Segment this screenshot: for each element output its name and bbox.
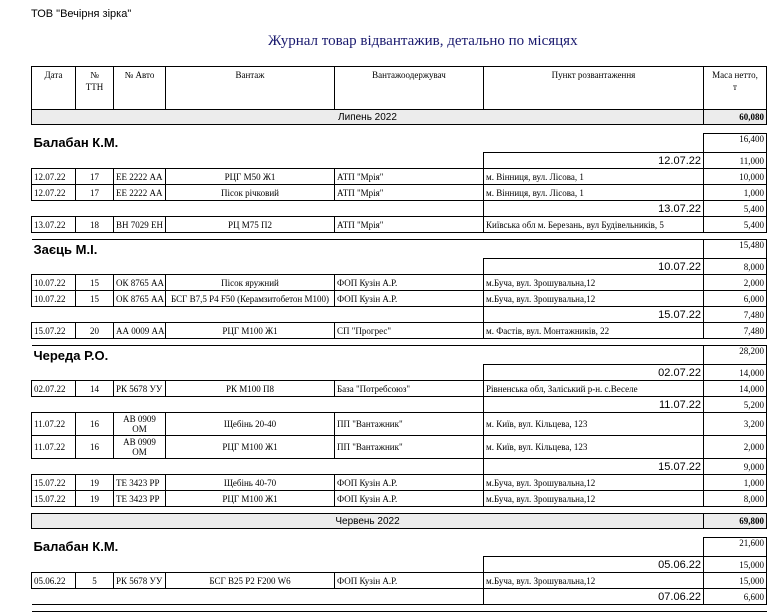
spacer-row — [32, 507, 767, 514]
cell-cargo: Пісок річковий — [166, 185, 335, 201]
cell-date: 15.07.22 — [32, 323, 76, 339]
client-row — [32, 240, 767, 259]
table-row — [32, 169, 767, 185]
spacer — [32, 339, 767, 346]
cell-consignee: ПП "Вантажник" — [335, 436, 484, 459]
cell-auto: АВ 0909 ОМ — [114, 436, 166, 459]
date-group-total: 8,000 — [704, 259, 767, 275]
cell-consignee: АТП "Мрія" — [335, 185, 484, 201]
date-group-total: 5,200 — [704, 397, 767, 413]
cell-mass: 3,200 — [704, 413, 767, 436]
cell-cargo: Щебінь 40-70 — [166, 475, 335, 491]
cell-cargo: Пісок яружний — [166, 275, 335, 291]
date-spacer — [32, 459, 484, 475]
table-row — [32, 185, 767, 201]
cell-date: 15.07.22 — [32, 475, 76, 491]
cell-date: 05.06.22 — [32, 573, 76, 589]
date-group-date: 15.07.22 — [484, 459, 704, 475]
cell-auto: ЕЕ 2222 АА — [114, 169, 166, 185]
cell-consignee: СП "Прогрес" — [335, 323, 484, 339]
cell-cargo: БСГ В25 Р2 F200 W6 — [166, 573, 335, 589]
cell-unload: м. Київ, вул. Кільцева, 123 — [484, 413, 704, 436]
header-auto: № Авто — [114, 67, 166, 110]
cell-auto: ОК 8765 АА — [114, 275, 166, 291]
table-row — [32, 381, 767, 397]
cell-ttn: 20 — [76, 323, 114, 339]
spacer-row — [32, 339, 767, 346]
header-cargo: Вантаж — [166, 67, 335, 110]
cell-cargo: РЦГ М100 Ж1 — [166, 436, 335, 459]
cell-mass: 7,480 — [704, 323, 767, 339]
cell-mass: 15,000 — [704, 573, 767, 589]
table-header — [32, 67, 767, 110]
cell-unload: м. Вінниця, вул. Лісова, 1 — [484, 185, 704, 201]
cell-consignee: ПП "Вантажник" — [335, 413, 484, 436]
cell-auto: ТЕ 3423 РР — [114, 475, 166, 491]
cell-unload: Рівненська обл, Залiський р-н. с.Веселе — [484, 381, 704, 397]
company-name: ТОВ "Вечірня зірка" — [31, 8, 132, 20]
header-consignee: Вантажоодержувач — [335, 67, 484, 110]
table-row — [32, 217, 767, 233]
cell-mass: 1,000 — [704, 185, 767, 201]
cell-cargo: РК М100 П8 — [166, 381, 335, 397]
table-row — [32, 275, 767, 291]
cell-auto: ЕЕ 2222 АА — [114, 185, 166, 201]
header-unload: Пункт розвантаження — [484, 67, 704, 110]
date-spacer — [32, 365, 484, 381]
date-group-date: 05.06.22 — [484, 557, 704, 573]
date-group-date: 02.07.22 — [484, 365, 704, 381]
month-row — [32, 514, 767, 529]
cell-mass: 2,000 — [704, 275, 767, 291]
cell-date: 13.07.22 — [32, 217, 76, 233]
date-group-row — [32, 307, 767, 323]
client-name: Балабан К.М. — [33, 539, 119, 555]
cell-mass: 10,000 — [704, 169, 767, 185]
date-spacer — [32, 201, 484, 217]
cell-unload: м. Вінниця, вул. Лісова, 1 — [484, 169, 704, 185]
spacer-row — [32, 233, 767, 240]
cell-unload: Київська обл м. Березань, вул Будівельників, 5 — [484, 217, 704, 233]
cell-ttn: 17 — [76, 169, 114, 185]
date-group-total: 5,400 — [704, 201, 767, 217]
date-group-total: 11,000 — [704, 153, 767, 169]
cell-ttn: 14 — [76, 381, 114, 397]
cell-date: 11.07.22 — [32, 413, 76, 436]
cell-cargo: РЦГ М50 Ж1 — [166, 169, 335, 185]
date-group-row — [32, 557, 767, 573]
date-spacer — [32, 397, 484, 413]
cell-mass: 8,000 — [704, 491, 767, 507]
date-group-date: 12.07.22 — [484, 153, 704, 169]
date-group-total: 15,000 — [704, 557, 767, 573]
cell-cargo: Щебінь 20-40 — [166, 413, 335, 436]
cell-ttn: 16 — [76, 436, 114, 459]
cell-date: 12.07.22 — [32, 169, 76, 185]
cell-mass: 6,000 — [704, 291, 767, 307]
client-total: 21,600 — [704, 538, 767, 557]
month-name: Липень 2022 — [32, 110, 704, 125]
cell-auto: ОК 8765 АА — [114, 291, 166, 307]
date-spacer — [32, 589, 484, 605]
shipment-journal-table — [31, 66, 767, 612]
client-row — [32, 134, 767, 153]
cell-auto: ТЕ 3423 РР — [114, 491, 166, 507]
date-group-total: 14,000 — [704, 365, 767, 381]
header-date: Дата — [32, 67, 76, 110]
client-name: Череда Р.О. — [33, 347, 109, 363]
cell-auto: АА 0009 АА — [114, 323, 166, 339]
cell-unload: м.Буча, вул. Зрошувальна,12 — [484, 275, 704, 291]
spacer-row — [32, 125, 767, 134]
cell-ttn: 15 — [76, 275, 114, 291]
spacer — [32, 125, 767, 134]
cell-date: 12.07.22 — [32, 185, 76, 201]
spacer — [32, 507, 767, 514]
month-total: 69,800 — [704, 514, 767, 529]
date-group-row — [32, 589, 767, 605]
cell-unload: м.Буча, вул. Зрошувальна,12 — [484, 475, 704, 491]
client-name: Балабан К.М. — [33, 135, 119, 151]
date-group-row — [32, 365, 767, 381]
date-spacer — [32, 307, 484, 323]
date-group-row — [32, 459, 767, 475]
cell-auto: АВ 0909 ОМ — [114, 413, 166, 436]
date-group-row — [32, 397, 767, 413]
cell-consignee: ФОП Кузін А.Р. — [335, 475, 484, 491]
cell-cargo: РЦГ М100 Ж1 — [166, 491, 335, 507]
date-group-row — [32, 201, 767, 217]
cell-mass: 2,000 — [704, 436, 767, 459]
date-group-date: 15.07.22 — [484, 307, 704, 323]
cell-auto: ВН 7029 ЕН — [114, 217, 166, 233]
month-total: 60,080 — [704, 110, 767, 125]
cell-date: 10.07.22 — [32, 291, 76, 307]
cell-unload: м.Буча, вул. Зрошувальна,12 — [484, 491, 704, 507]
cell-mass: 14,000 — [704, 381, 767, 397]
spacer — [32, 529, 767, 538]
header-ttn: № ТТН — [76, 67, 114, 110]
cell-mass: 1,000 — [704, 475, 767, 491]
cell-ttn: 18 — [76, 217, 114, 233]
cell-consignee: АТП "Мрія" — [335, 169, 484, 185]
cell-date: 15.07.22 — [32, 491, 76, 507]
cell-date: 11.07.22 — [32, 436, 76, 459]
cell-ttn: 19 — [76, 475, 114, 491]
table-row — [32, 323, 767, 339]
month-name: Червень 2022 — [32, 514, 704, 529]
date-group-date: 07.06.22 — [484, 589, 704, 605]
month-row — [32, 110, 767, 125]
table-row — [32, 436, 767, 459]
date-group-total: 6,600 — [704, 589, 767, 605]
client-row — [32, 538, 767, 557]
cell-consignee: АТП "Мрія" — [335, 217, 484, 233]
client-name: Заєць М.І. — [33, 241, 98, 257]
cell-auto: РК 5678 УУ — [114, 573, 166, 589]
date-group-date: 10.07.22 — [484, 259, 704, 275]
cell-auto: РК 5678 УУ — [114, 381, 166, 397]
cell-consignee: ФОП Кузін А.Р. — [335, 491, 484, 507]
report-title: Журнал товар відвантажив, детально по місяцях — [268, 33, 578, 49]
table-row — [32, 475, 767, 491]
spacer-row — [32, 605, 767, 612]
client-total: 28,200 — [704, 346, 767, 365]
table-row — [32, 291, 767, 307]
spacer-row — [32, 529, 767, 538]
date-spacer — [32, 259, 484, 275]
date-group-total: 9,000 — [704, 459, 767, 475]
date-group-row — [32, 259, 767, 275]
spacer — [32, 605, 767, 612]
header-mass: Маса нетто, т — [704, 67, 767, 110]
cell-ttn: 19 — [76, 491, 114, 507]
spacer — [32, 233, 767, 240]
date-spacer — [32, 557, 484, 573]
date-group-date: 13.07.22 — [484, 201, 704, 217]
cell-cargo: РЦ М75 П2 — [166, 217, 335, 233]
cell-mass: 5,400 — [704, 217, 767, 233]
date-group-row — [32, 153, 767, 169]
client-row — [32, 346, 767, 365]
cell-ttn: 17 — [76, 185, 114, 201]
client-total: 15,480 — [704, 240, 767, 259]
client-total: 16,400 — [704, 134, 767, 153]
table-row — [32, 573, 767, 589]
cell-unload: м. Київ, вул. Кільцева, 123 — [484, 436, 704, 459]
cell-ttn: 16 — [76, 413, 114, 436]
cell-unload: м.Буча, вул. Зрошувальна,12 — [484, 291, 704, 307]
cell-cargo: БСГ В7,5 Р4 F50 (Керамзитобетон М100) — [166, 291, 335, 307]
cell-cargo: РЦГ М100 Ж1 — [166, 323, 335, 339]
date-group-date: 11.07.22 — [484, 397, 704, 413]
cell-unload: м. Фастів, вул. Монтажників, 22 — [484, 323, 704, 339]
cell-consignee: ФОП Кузін А.Р. — [335, 291, 484, 307]
cell-date: 10.07.22 — [32, 275, 76, 291]
date-group-total: 7,480 — [704, 307, 767, 323]
cell-ttn: 15 — [76, 291, 114, 307]
table-row — [32, 491, 767, 507]
cell-consignee: База "Потребсоюз" — [335, 381, 484, 397]
cell-date: 02.07.22 — [32, 381, 76, 397]
cell-unload: м.Буча, вул. Зрошувальна,12 — [484, 573, 704, 589]
cell-ttn: 5 — [76, 573, 114, 589]
cell-consignee: ФОП Кузін А.Р. — [335, 275, 484, 291]
table-row — [32, 413, 767, 436]
date-spacer — [32, 153, 484, 169]
cell-consignee: ФОП Кузін А.Р. — [335, 573, 484, 589]
